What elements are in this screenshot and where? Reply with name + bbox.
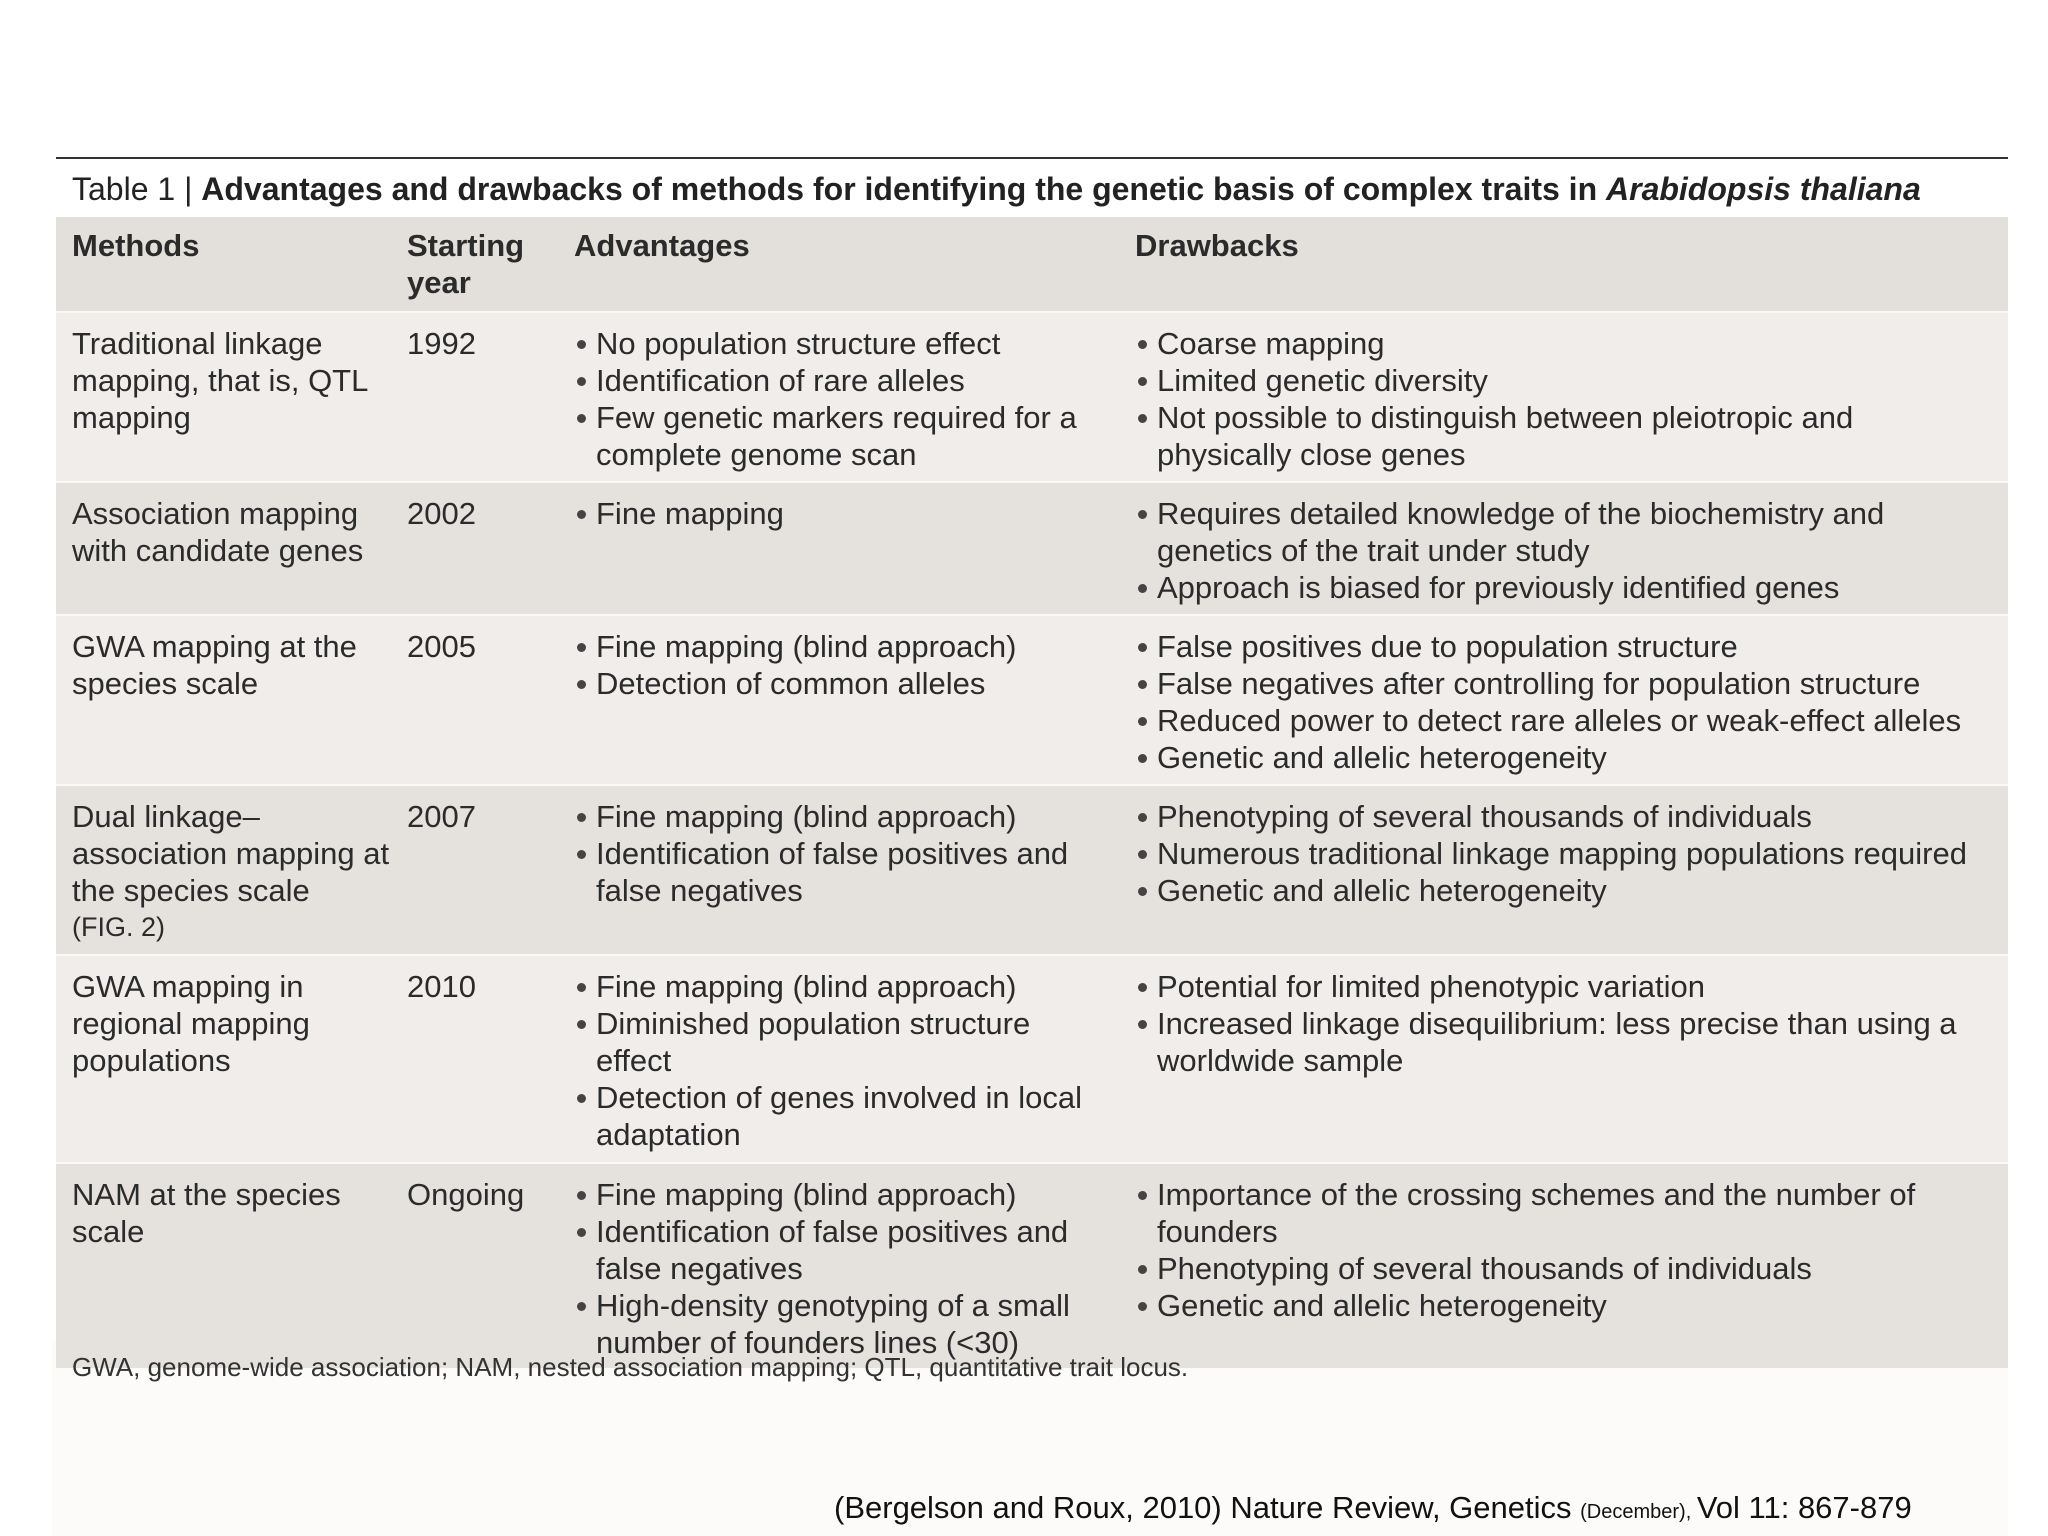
drawback-item: Reduced power to detect rare alleles or weak-effect alleles <box>1135 702 1988 739</box>
advantage-item: High-density genotyping of a small number of founders lines (<30) <box>574 1287 1111 1361</box>
table-row <box>56 481 2008 614</box>
table-caption <box>56 159 2008 217</box>
advantage-item: Diminished population structure effect <box>574 1005 1111 1079</box>
header-drawbacks: Drawbacks <box>1135 228 1299 263</box>
table-row <box>56 784 2008 954</box>
drawbacks-cell <box>1119 483 2008 614</box>
drawback-item: Importance of the crossing schemes and the number of founders <box>1135 1176 1988 1250</box>
header-year-line2: year <box>407 265 471 300</box>
table-rows <box>56 311 2008 1368</box>
drawbacks-cell <box>1119 786 2008 954</box>
advantage-item: No population structure effect <box>574 325 1111 362</box>
advantage-item: Fine mapping (blind approach) <box>574 798 1111 835</box>
advantage-item: Fine mapping (blind approach) <box>574 968 1111 1005</box>
advantage-list <box>574 968 1111 1153</box>
table-header-row <box>56 217 2008 311</box>
citation-volume: Vol 11: 867-879 <box>1696 1490 1912 1525</box>
advantage-item: Identification of rare alleles <box>574 362 1111 399</box>
header-year-line1: Starting <box>407 228 525 263</box>
advantage-item: Identification of false positives and false negatives <box>574 835 1111 909</box>
advantage-list <box>574 798 1111 909</box>
drawback-item: Phenotyping of several thousands of individuals <box>1135 1250 1988 1287</box>
advantage-list <box>574 1176 1111 1361</box>
method-cell <box>56 313 391 481</box>
drawbacks-cell <box>1119 956 2008 1162</box>
table-label: Table 1 | <box>72 171 202 207</box>
drawback-item: Requires detailed knowledge of the biochemistry and genetics of the trait under study <box>1135 495 1988 569</box>
drawback-item: False positives due to population structure <box>1135 628 1988 665</box>
table-footnote: GWA, genome-wide association; NAM, nested association mapping; QTL, quantitative trait locus. <box>72 1352 1189 1382</box>
method-name: Association mapping with candidate genes <box>72 496 364 568</box>
method-name: Dual linkage– association mapping at the species scale <box>72 799 390 908</box>
drawback-list <box>1135 495 1988 606</box>
advantage-item: Fine mapping (blind approach) <box>574 1176 1111 1213</box>
table-row <box>56 614 2008 784</box>
year-cell: 1992 <box>407 326 476 361</box>
advantages-cell <box>558 1164 1119 1368</box>
drawback-item: False negatives after controlling for population structure <box>1135 665 1988 702</box>
drawback-list <box>1135 798 1988 909</box>
drawback-item: Approach is biased for previously identified genes <box>1135 569 1988 606</box>
advantages-cell <box>558 956 1119 1162</box>
year-cell: Ongoing <box>407 1177 525 1212</box>
drawback-item: Numerous traditional linkage mapping populations required <box>1135 835 1988 872</box>
header-advantages: Advantages <box>574 228 750 263</box>
advantage-item: Fine mapping <box>574 495 1111 532</box>
table-container <box>56 157 2008 1368</box>
advantages-cell <box>558 483 1119 614</box>
method-name: GWA mapping at the species scale <box>72 629 357 701</box>
table-row <box>56 954 2008 1162</box>
year-cell: 2005 <box>407 629 476 664</box>
method-name: GWA mapping in regional mapping populations <box>72 969 310 1078</box>
citation-main: (Bergelson and Roux, 2010) Nature Review, Genetics <box>834 1490 1581 1525</box>
advantage-item: Identification of false positives and false negatives <box>574 1213 1111 1287</box>
method-name: NAM at the species scale <box>72 1177 341 1249</box>
drawbacks-cell <box>1119 1164 2008 1368</box>
drawbacks-cell <box>1119 313 2008 481</box>
advantage-list <box>574 628 1111 702</box>
advantage-item: Detection of genes involved in local adaptation <box>574 1079 1111 1153</box>
drawback-list <box>1135 968 1988 1079</box>
year-cell: 2002 <box>407 496 476 531</box>
method-cell <box>56 956 391 1162</box>
method-cell <box>56 616 391 784</box>
data-table <box>56 217 2008 1368</box>
method-cell <box>56 483 391 614</box>
method-cell <box>56 786 391 954</box>
table-species: Arabidopsis thaliana <box>1606 171 1921 207</box>
advantage-list <box>574 325 1111 473</box>
drawback-item: Potential for limited phenotypic variation <box>1135 968 1988 1005</box>
table-title: Advantages and drawbacks of methods for identifying the genetic basis of complex traits in <box>201 171 1606 207</box>
header-methods: Methods <box>72 228 200 263</box>
advantages-cell <box>558 786 1119 954</box>
citation-month: (December), <box>1580 1501 1697 1523</box>
drawback-item: Genetic and allelic heterogeneity <box>1135 1287 1988 1324</box>
header-starting-year <box>391 217 558 311</box>
advantages-cell <box>558 313 1119 481</box>
method-cell <box>56 1164 391 1368</box>
drawback-list <box>1135 325 1988 473</box>
advantage-item: Fine mapping (blind approach) <box>574 628 1111 665</box>
drawback-item: Not possible to distinguish between pleiotropic and physically close genes <box>1135 399 1988 473</box>
drawback-item: Coarse mapping <box>1135 325 1988 362</box>
citation <box>834 1490 1912 1526</box>
drawback-item: Genetic and allelic heterogeneity <box>1135 739 1988 776</box>
drawback-item: Genetic and allelic heterogeneity <box>1135 872 1988 909</box>
year-cell: 2010 <box>407 969 476 1004</box>
drawbacks-cell <box>1119 616 2008 784</box>
advantage-list <box>574 495 1111 532</box>
drawback-item: Phenotyping of several thousands of individuals <box>1135 798 1988 835</box>
method-figure-ref: (FIG. 2) <box>72 912 165 942</box>
advantages-cell <box>558 616 1119 784</box>
advantage-item: Detection of common alleles <box>574 665 1111 702</box>
table-row <box>56 1162 2008 1368</box>
method-name: Traditional linkage mapping, that is, QTL mapping <box>72 326 368 435</box>
advantage-item: Few genetic markers required for a complete genome scan <box>574 399 1111 473</box>
drawback-list <box>1135 1176 1988 1324</box>
table-row <box>56 311 2008 481</box>
drawback-item: Increased linkage disequilibrium: less precise than using a worldwide sample <box>1135 1005 1988 1079</box>
drawback-list <box>1135 628 1988 776</box>
year-cell: 2007 <box>407 799 476 834</box>
drawback-item: Limited genetic diversity <box>1135 362 1988 399</box>
